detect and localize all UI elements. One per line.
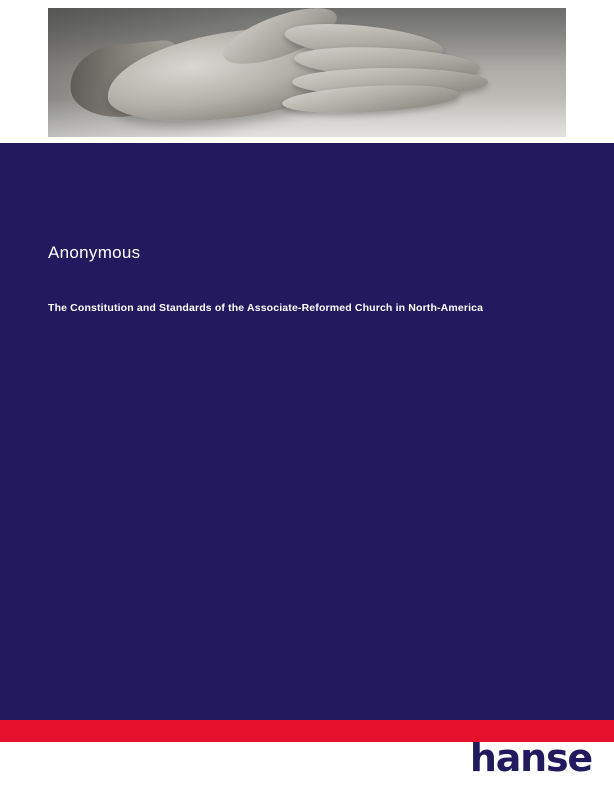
hand-illustration xyxy=(70,14,510,132)
cover-footer xyxy=(0,736,614,800)
hanse-logo: hanse xyxy=(469,736,592,780)
cover-photo-band xyxy=(0,0,614,143)
book-title: The Constitution and Standards of the Associate-Reformed Church in North-America xyxy=(48,302,484,314)
open-hand-photo xyxy=(48,8,566,137)
author-name: Anonymous xyxy=(48,243,141,262)
cover-main-panel xyxy=(0,143,614,720)
